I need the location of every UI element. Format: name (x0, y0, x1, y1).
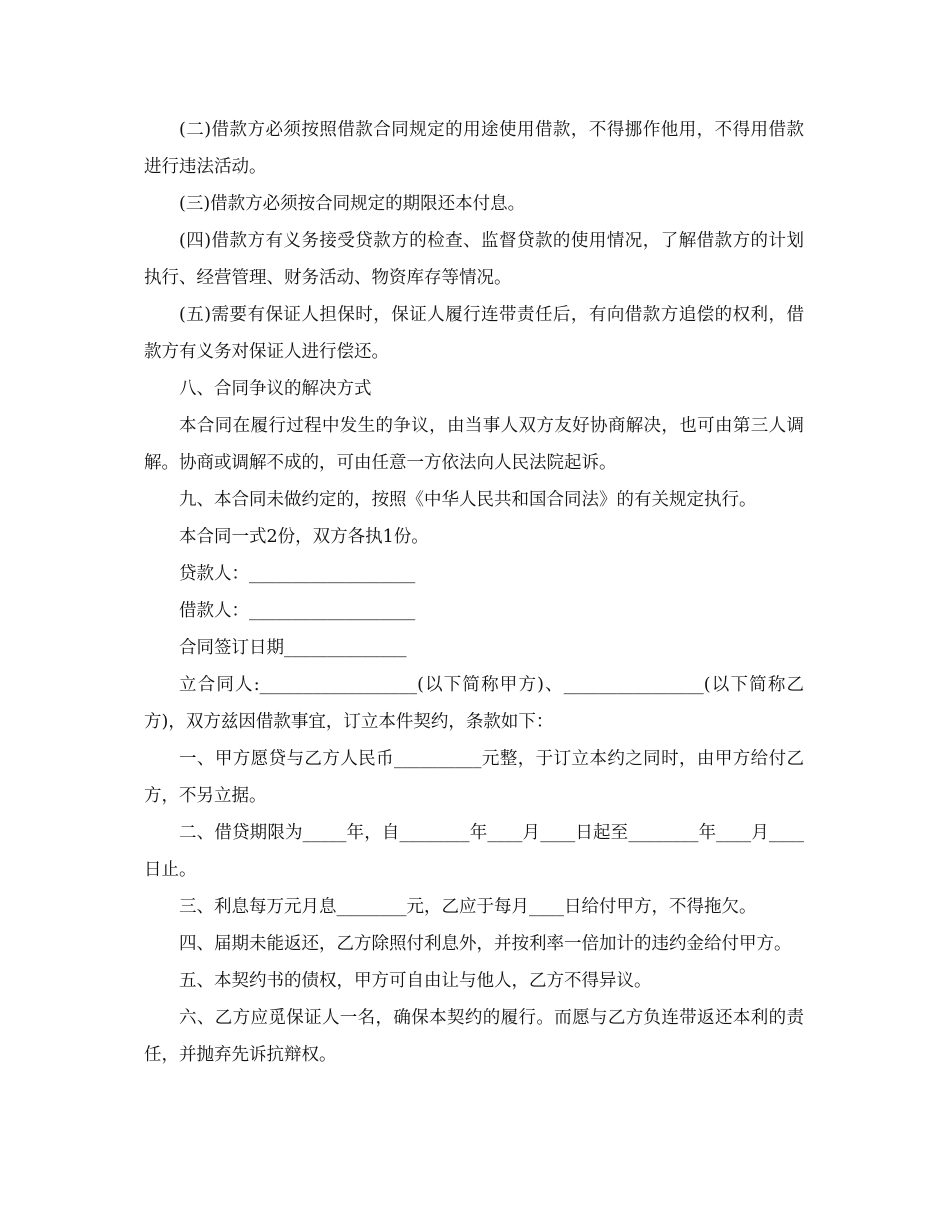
contract-term-5: 五、本契约书的债权，甲方可自由让与他人，乙方不得异议。 (179, 971, 652, 991)
section-8-heading: 八、合同争议的解决方式 (179, 379, 372, 399)
clause-2-usage: (二)借款方必须按照借款合同规定的用途使用借款，不得挪作他用，不得用借款进行违法活动。 (144, 120, 804, 177)
contract-term-2: 二、借贷期限为_____年，自________年____月____日起至________年____月____日止。 (144, 823, 804, 880)
section-9-text: 九、本合同未做约定的，按照《中华人民共和国合同法》的有关规定执行。 (179, 490, 757, 510)
clause-5-guarantor: (五)需要有保证人担保时，保证人履行连带责任后，有向借款方追偿的权利，借款方有义务对保证人进行偿还。 (144, 305, 804, 362)
dispute-resolution-text: 本合同在履行过程中发生的争议，由当事人双方友好协商解决，也可由第三人调解。协商或调解不成的，可由任意一方依法向人民法院起诉。 (144, 416, 804, 473)
contract-term-6: 六、乙方应觅保证人一名，确保本契约的履行。而愿与乙方负连带返还本利的责任，并抛弃先诉抗辩权。 (144, 1008, 804, 1065)
contract-term-3: 三、利息每万元月息________元，乙应于每月____日给付甲方，不得拖欠。 (179, 897, 757, 917)
contract-parties-text: 立合同人:__________________(以下简称甲方)、________________(以下简称乙方)，双方兹因借款事宜，订立本件契约，条款如下： (144, 675, 804, 732)
clause-4-inspection: (四)借款方有义务接受贷款方的检查、监督贷款的使用情况，了解借款方的计划执行、经营管理、财务活动、物资库存等情况。 (144, 231, 804, 288)
sign-date-line: 合同签订日期______________ (179, 638, 407, 658)
contract-term-4: 四、届期未能返还，乙方除照付利息外，并按利率一倍加计的违约金给付甲方。 (179, 934, 792, 954)
copies-text: 本合同一式2份，双方各执1份。 (179, 527, 429, 547)
borrower-signature-line: 借款人：___________________ (179, 601, 416, 621)
lender-signature-line: 贷款人：___________________ (179, 564, 416, 584)
contract-term-1: 一、甲方愿贷与乙方人民币__________元整，于订立本约之同时，由甲方给付乙方，不另立据。 (144, 749, 804, 806)
document-page (144, 112, 804, 1074)
clause-3-repayment: (三)借款方必须按合同规定的期限还本付息。 (179, 194, 526, 214)
